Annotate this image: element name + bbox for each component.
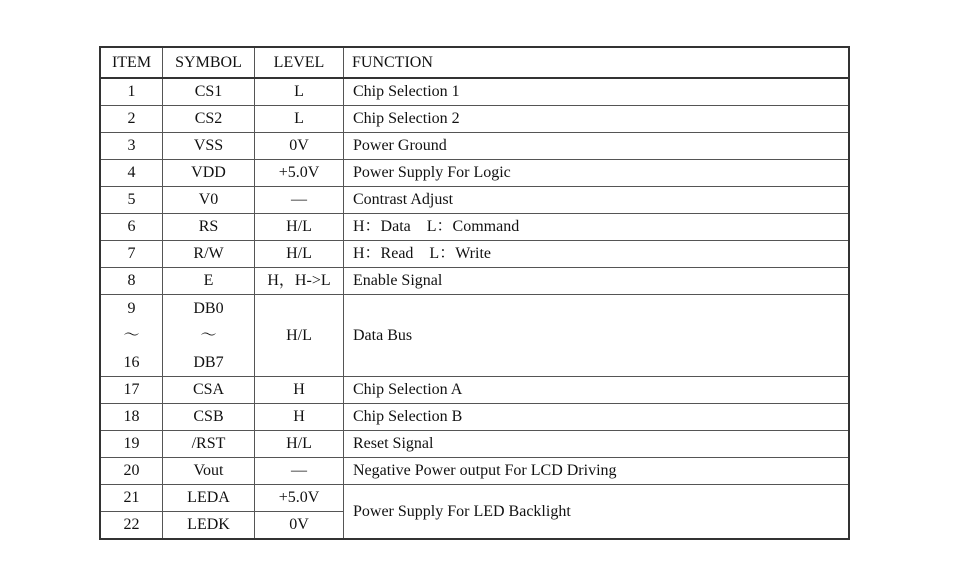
cell-symbol: /RST [163, 431, 255, 458]
cell-function-merged: Power Supply For LED Backlight [344, 485, 850, 540]
cell-level: H/L [255, 431, 344, 458]
symbol-range-tilde: ～ [200, 327, 217, 344]
symbol-range-end: DB7 [193, 354, 224, 371]
cell-item: 5 [100, 187, 163, 214]
cell-level: H [255, 404, 344, 431]
cell-item: 2 [100, 106, 163, 133]
cell-item: 20 [100, 458, 163, 485]
cell-item: 1 [100, 78, 163, 106]
table-row [100, 214, 849, 241]
cell-level: H/L [255, 214, 344, 241]
cell-level: — [255, 187, 344, 214]
cell-item: 6 [100, 214, 163, 241]
item-range-start: 9 [127, 300, 136, 317]
table-row [100, 187, 849, 214]
cell-level: — [255, 458, 344, 485]
table-row [100, 78, 849, 106]
symbol-range-start: DB0 [193, 300, 224, 317]
cell-symbol: CSA [163, 377, 255, 404]
table-row [100, 268, 849, 295]
cell-item: 19 [100, 431, 163, 458]
cell-function: Power Supply For Logic [344, 160, 850, 187]
cell-function: Data Bus [344, 295, 850, 377]
table-row [100, 458, 849, 485]
cell-level: +5.0V [255, 485, 344, 512]
cell-symbol: LEDA [163, 485, 255, 512]
cell-level: L [255, 78, 344, 106]
cell-item: 3 [100, 133, 163, 160]
cell-symbol: Vout [163, 458, 255, 485]
header-level: LEVEL [255, 47, 344, 78]
cell-item-range [100, 295, 163, 377]
cell-function: Enable Signal [344, 268, 850, 295]
cell-level: L [255, 106, 344, 133]
table-row-data-bus [100, 295, 849, 377]
cell-level: H，H->L [255, 268, 344, 295]
cell-symbol: CSB [163, 404, 255, 431]
table-row [100, 404, 849, 431]
cell-level: H/L [255, 295, 344, 377]
table-row [100, 377, 849, 404]
cell-level: +5.0V [255, 160, 344, 187]
cell-symbol: E [163, 268, 255, 295]
pin-assignment-table [99, 46, 850, 540]
header-symbol: SYMBOL [163, 47, 255, 78]
table-row [100, 485, 849, 512]
cell-function: Contrast Adjust [344, 187, 850, 214]
cell-level: 0V [255, 512, 344, 540]
cell-function: H：Data L：Command [344, 214, 850, 241]
table-row [100, 431, 849, 458]
cell-item: 21 [100, 485, 163, 512]
table-header-row [100, 47, 849, 78]
cell-item: 18 [100, 404, 163, 431]
cell-function: Chip Selection B [344, 404, 850, 431]
cell-symbol: VDD [163, 160, 255, 187]
cell-function: H：Read L：Write [344, 241, 850, 268]
table-row [100, 241, 849, 268]
cell-function: Power Ground [344, 133, 850, 160]
cell-symbol-range [163, 295, 255, 377]
cell-symbol: V0 [163, 187, 255, 214]
item-range-tilde: ～ [123, 327, 140, 344]
cell-function: Reset Signal [344, 431, 850, 458]
cell-item: 7 [100, 241, 163, 268]
item-range-end: 16 [123, 354, 140, 371]
cell-function: Chip Selection 2 [344, 106, 850, 133]
cell-symbol: VSS [163, 133, 255, 160]
table-row [100, 133, 849, 160]
cell-level: H/L [255, 241, 344, 268]
header-function: FUNCTION [344, 47, 850, 78]
cell-function: Negative Power output For LCD Driving [344, 458, 850, 485]
cell-item: 4 [100, 160, 163, 187]
cell-symbol: RS [163, 214, 255, 241]
cell-function: Chip Selection A [344, 377, 850, 404]
header-item: ITEM [100, 47, 163, 78]
cell-item: 8 [100, 268, 163, 295]
cell-symbol: R/W [163, 241, 255, 268]
cell-symbol: CS2 [163, 106, 255, 133]
cell-symbol: CS1 [163, 78, 255, 106]
cell-item: 17 [100, 377, 163, 404]
table-row [100, 160, 849, 187]
cell-level: H [255, 377, 344, 404]
cell-symbol: LEDK [163, 512, 255, 540]
cell-function: Chip Selection 1 [344, 78, 850, 106]
cell-item: 22 [100, 512, 163, 540]
table-row [100, 106, 849, 133]
cell-level: 0V [255, 133, 344, 160]
